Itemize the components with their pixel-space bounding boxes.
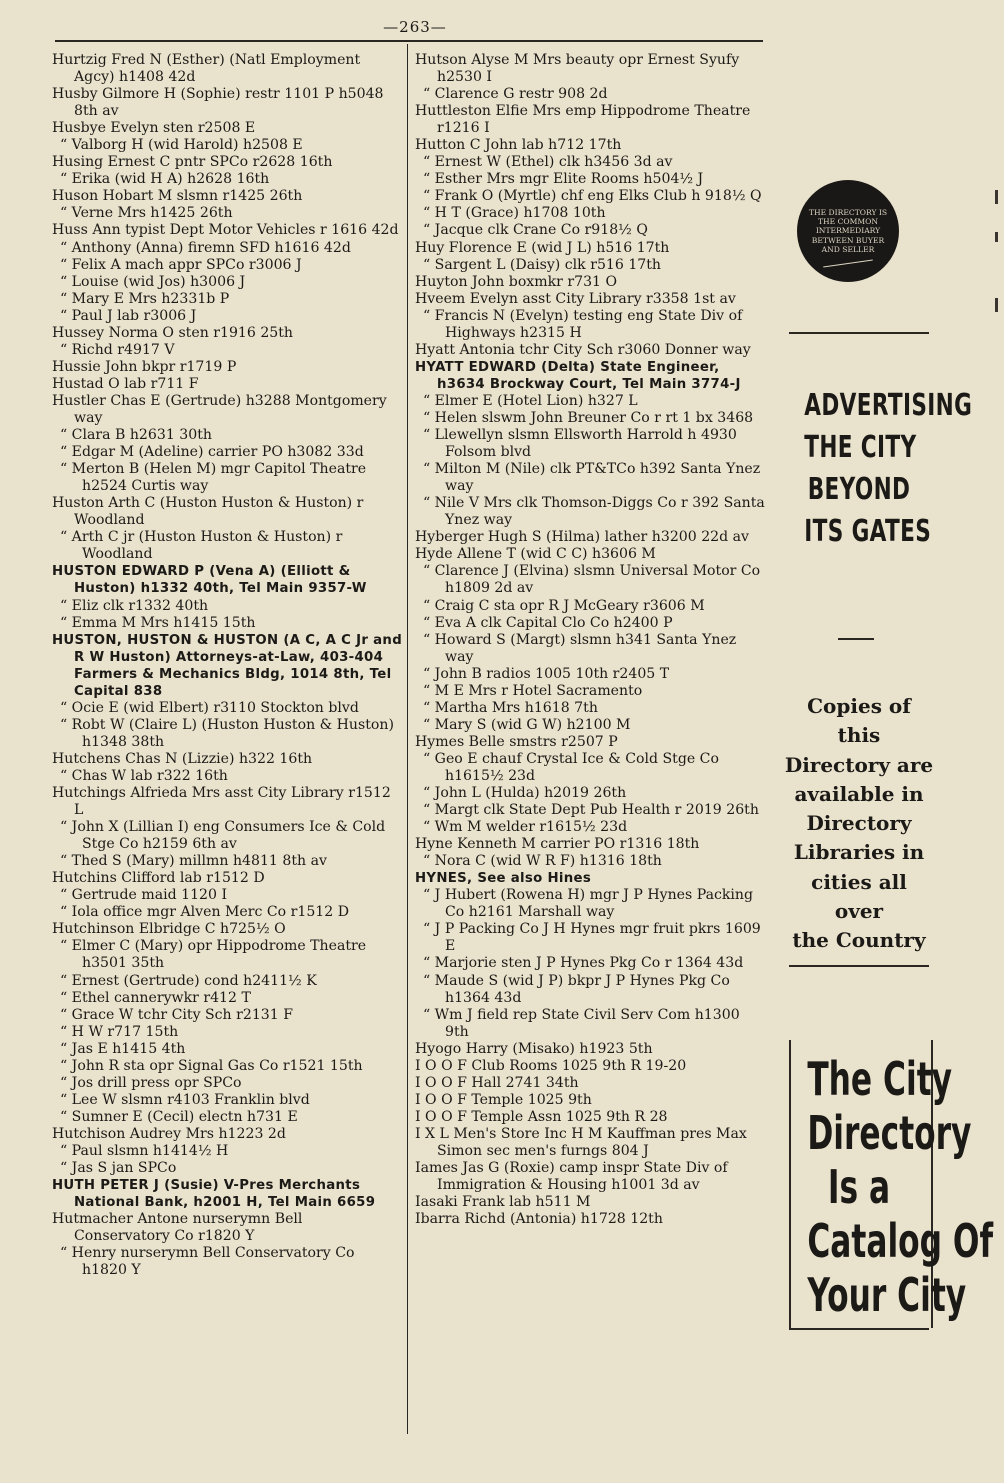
directory-entry: “ Chas W lab r322 16th bbox=[60, 767, 228, 784]
top-rule bbox=[55, 40, 763, 42]
catalog-ad bbox=[807, 1052, 994, 1322]
ad-line: this bbox=[837, 723, 881, 748]
advertising-ad bbox=[804, 385, 973, 553]
directory-entry: “ Nora C (wid W R F) h1316 18th bbox=[423, 853, 662, 870]
ad-line: Directory bbox=[806, 811, 912, 836]
directory-entry: “ Milton M (Nile) clk PT&TCo h392 Santa Ynez way bbox=[423, 461, 761, 495]
directory-entry: “ Jos drill press opr SPCo bbox=[60, 1074, 242, 1091]
ad-line: BEYOND bbox=[807, 472, 911, 507]
directory-entry: Hutchinson Elbridge C h725½ O bbox=[52, 921, 286, 938]
directory-entry: Hyberger Hugh S (Hilma) lather h3200 22d av bbox=[415, 529, 749, 546]
directory-entry: “ Clarence J (Elvina) slsmn Universal Motor Co h1809 2d av bbox=[423, 563, 761, 597]
ad-line: Libraries in bbox=[793, 840, 925, 865]
directory-entry: Hutchings Alfrieda Mrs asst City Library r1512 L bbox=[52, 785, 391, 819]
directory-entry: “ Mary S (wid G W) h2100 M bbox=[423, 716, 631, 733]
directory-entry: “ Henry nurserymn Bell Conservatory Co h1820 Y bbox=[60, 1245, 355, 1279]
sidebar-short-rule bbox=[838, 638, 874, 640]
left-column bbox=[52, 52, 402, 1279]
directory-entry: “ Gertrude maid 1120 I bbox=[60, 887, 228, 904]
ad-line: Is a bbox=[827, 1160, 891, 1214]
ad-line: available in bbox=[794, 781, 924, 806]
directory-entry: I O O F Temple 1025 9th bbox=[415, 1091, 592, 1108]
directory-entry: “ Sargent L (Daisy) clk r516 17th bbox=[423, 256, 661, 273]
directory-entry: “ Nile V Mrs clk Thomson-Diggs Co r 392 Santa Ynez way bbox=[423, 495, 765, 529]
directory-entry: “ John R sta opr Signal Gas Co r1521 15th bbox=[60, 1057, 363, 1074]
directory-entry: Hutchison Audrey Mrs h1223 2d bbox=[52, 1125, 286, 1142]
edge-mark bbox=[995, 190, 998, 204]
directory-entry: “ Ethel cannerywkr r412 T bbox=[60, 989, 251, 1006]
directory-entry: I O O F Temple Assn 1025 9th R 28 bbox=[415, 1108, 668, 1125]
directory-entry: “ Ocie E (wid Elbert) r3110 Stockton blvd bbox=[60, 699, 359, 716]
directory-entry: “ Arth C jr (Huston Huston & Huston) r Woodland bbox=[60, 529, 343, 563]
ad-line: cities all bbox=[811, 869, 907, 894]
directory-entry: “ Elmer E (Hotel Lion) h327 L bbox=[423, 392, 638, 409]
directory-entry: “ Margt clk State Dept Pub Health r 2019 26th bbox=[423, 802, 759, 819]
directory-seal bbox=[797, 180, 899, 282]
directory-entry: “ John B radios 1005 10th r2405 T bbox=[423, 665, 670, 682]
edge-mark bbox=[995, 232, 998, 242]
directory-entry: Hyne Kenneth M carrier PO r1316 18th bbox=[415, 836, 700, 853]
directory-entry: Iasaki Frank lab h511 M bbox=[415, 1194, 591, 1211]
directory-entry: Husbye Evelyn sten r2508 E bbox=[52, 120, 256, 137]
sidebar-rule bbox=[789, 1328, 929, 1330]
directory-entry: “ Iola office mgr Alven Merc Co r1512 D bbox=[60, 904, 350, 921]
directory-entry: “ Marjorie sten J P Hynes Pkg Co r 1364 43d bbox=[423, 955, 744, 972]
directory-entry: “ Craig C sta opr R J McGeary r3606 M bbox=[423, 597, 705, 614]
directory-entry: “ Anthony (Anna) firemn SFD h1616 42d bbox=[60, 239, 351, 256]
ad-line: over bbox=[834, 899, 884, 924]
directory-entry: I O O F Club Rooms 1025 9th R 19-20 bbox=[415, 1057, 687, 1074]
directory-entry: “ Sumner E (Cecil) electn h731 E bbox=[60, 1108, 298, 1125]
directory-entry: “ Francis N (Evelyn) testing eng State Div of Highways h2315 H bbox=[423, 307, 743, 341]
directory-entry: “ Eva A clk Capital Clo Co h2400 P bbox=[423, 614, 673, 631]
directory-entry: Hyde Allene T (wid C C) h3606 M bbox=[415, 546, 656, 563]
directory-entry: Husby Gilmore H (Sophie) restr 1101 P h5048 8th av bbox=[52, 86, 384, 120]
directory-entry: “ Wm M welder r1615½ 23d bbox=[423, 819, 628, 836]
seal-signature bbox=[823, 260, 873, 268]
right-column bbox=[415, 52, 765, 1228]
directory-entry: “ Richd r4917 V bbox=[60, 341, 175, 358]
directory-entry: “ Robt W (Claire L) (Huston Huston & Huston) h1348 38th bbox=[60, 716, 394, 750]
directory-entry: “ J P Packing Co J H Hynes mgr fruit pkrs 1609 E bbox=[423, 921, 761, 955]
directory-entry: “ Felix A mach appr SPCo r3006 J bbox=[60, 256, 302, 273]
ad-line: THE CITY bbox=[804, 430, 917, 465]
directory-entry: “ Elmer C (Mary) opr Hippodrome Theatre h3501 35th bbox=[60, 938, 367, 972]
directory-entry: Husing Ernest C pntr SPCo r2628 16th bbox=[52, 154, 333, 171]
directory-entry: Hussey Norma O sten r1916 25th bbox=[52, 324, 294, 341]
ad-line: ITS GATES bbox=[804, 514, 932, 549]
directory-entry: “ H T (Grace) h1708 10th bbox=[423, 205, 606, 222]
directory-entry: “ Helen slswm John Breuner Co r rt 1 bx 3468 bbox=[423, 409, 754, 426]
advertising-sidebar bbox=[783, 40, 994, 1435]
sidebar-rule bbox=[789, 965, 929, 967]
directory-entry: HUTH PETER J (Susie) V-Pres Merchants National Bank, h2001 H, Tel Main 6659 bbox=[52, 1178, 376, 1211]
directory-entry: Hutmacher Antone nurserymn Bell Conservatory Co r1820 Y bbox=[52, 1211, 303, 1245]
directory-entry: Hurtzig Fred N (Esther) (Natl Employment Agcy) h1408 42d bbox=[52, 52, 361, 86]
directory-entry: “ Esther Mrs mgr Elite Rooms h504½ J bbox=[423, 171, 704, 188]
sidebar-rule bbox=[789, 332, 929, 334]
directory-entry: “ Grace W tchr City Sch r2131 F bbox=[60, 1006, 293, 1023]
directory-entry: “ Edgar M (Adeline) carrier PO h3082 33d bbox=[60, 444, 364, 461]
directory-entry: I O O F Hall 2741 34th bbox=[415, 1074, 579, 1091]
directory-entry: “ Erika (wid H A) h2628 16th bbox=[60, 171, 270, 188]
edge-mark bbox=[995, 298, 998, 312]
directory-entry: HYATT EDWARD (Delta) State Engineer, h3634 Brockway Court, Tel Main 3774-J bbox=[415, 359, 741, 392]
ad-line: Copies of bbox=[807, 694, 911, 718]
directory-entry: Hutson Alyse M Mrs beauty opr Ernest Syufy h2530 I bbox=[415, 52, 740, 86]
directory-entry: “ Jacque clk Crane Co r918½ Q bbox=[423, 222, 648, 239]
directory-entry: Hutchens Chas N (Lizzie) h322 16th bbox=[52, 750, 313, 767]
directory-entry: HYNES, See also Hines bbox=[415, 871, 592, 887]
directory-entry: Hveem Evelyn asst City Library r3358 1st av bbox=[415, 290, 736, 307]
directory-entry: “ Martha Mrs h1618 7th bbox=[423, 699, 598, 716]
directory-entry: “ Maude S (wid J P) bkpr J P Hynes Pkg Co h1364 43d bbox=[423, 972, 730, 1006]
directory-entry: “ Ernest (Gertrude) cond h2411½ K bbox=[60, 972, 317, 989]
directory-entry: “ M E Mrs r Hotel Sacramento bbox=[423, 682, 643, 699]
directory-entry: “ Clara B h2631 30th bbox=[60, 427, 212, 444]
directory-entry: Huston Arth C (Huston Huston & Huston) r Woodland bbox=[52, 495, 364, 529]
ad-line: Directory bbox=[807, 1106, 972, 1160]
column-divider bbox=[407, 44, 408, 1434]
ad-line: The City bbox=[807, 1052, 953, 1106]
directory-entry: “ John X (Lillian I) eng Consumers Ice & Cold Stge Co h2159 6th av bbox=[60, 819, 386, 853]
seal-text: THE DIRECTORY IS THE COMMON INTERMEDIARY BETWEEN BUYER AND SELLER bbox=[808, 207, 888, 254]
directory-entry: “ Jas S jan SPCo bbox=[60, 1160, 177, 1177]
directory-entry: HUSTON, HUSTON & HUSTON (A C, A C Jr and R W Huston) Attorneys-at-Law, 403-404 Farmers & Mechanics Bldg, 1014 8th, Tel Capital 838 bbox=[52, 632, 403, 699]
directory-entry: “ Howard S (Margt) slsmn h341 Santa Ynez way bbox=[423, 631, 737, 665]
directory-entry: “ Louise (wid Jos) h3006 J bbox=[60, 273, 246, 290]
directory-entry: Hustad O lab r711 F bbox=[52, 375, 199, 392]
directory-entry: Huss Ann typist Dept Motor Vehicles r 1616 42d bbox=[52, 222, 399, 239]
directory-entry: Huson Hobart M slsmn r1425 26th bbox=[52, 188, 303, 205]
ad-line: ADVERTISING bbox=[804, 388, 973, 423]
directory-entry: Huy Florence E (wid J L) h516 17th bbox=[415, 239, 670, 256]
directory-entry: “ Llewellyn slsmn Ellsworth Harrold h 4930 Folsom blvd bbox=[423, 427, 737, 461]
directory-entry: “ H W r717 15th bbox=[60, 1023, 179, 1040]
ad-line: Directory are bbox=[784, 752, 934, 777]
directory-entry: Hustler Chas E (Gertrude) h3288 Montgomery way bbox=[52, 392, 387, 426]
page-number: —263— bbox=[383, 18, 447, 36]
directory-entry: Hussie John bkpr r1719 P bbox=[52, 358, 237, 375]
directory-entry: “ Geo E chauf Crystal Ice & Cold Stge Co h1615½ 23d bbox=[423, 750, 719, 784]
directory-entry: “ Paul slsmn h1414½ H bbox=[60, 1143, 229, 1159]
ad-line: the Country bbox=[792, 928, 926, 953]
directory-entry: “ J Hubert (Rowena H) mgr J P Hynes Packing Co h2161 Marshall way bbox=[423, 887, 754, 921]
directory-entry: “ Clarence G restr 908 2d bbox=[423, 86, 608, 103]
directory-entry: “ Valborg H (wid Harold) h2508 E bbox=[60, 137, 303, 154]
directory-entry: Ibarra Richd (Antonia) h1728 12th bbox=[415, 1211, 663, 1228]
directory-entry: Hyogo Harry (Misako) h1923 5th bbox=[415, 1040, 653, 1057]
directory-entry: “ Verne Mrs h1425 26th bbox=[60, 205, 233, 222]
directory-entry: Hutton C John lab h712 17th bbox=[415, 137, 622, 154]
directory-entry: “ Mary E Mrs h2331b P bbox=[60, 290, 230, 307]
directory-entry: Hyatt Antonia tchr City Sch r3060 Donner way bbox=[415, 341, 751, 358]
directory-entry: “ Lee W slsmn r4103 Franklin blvd bbox=[60, 1091, 310, 1108]
copies-ad bbox=[783, 692, 935, 956]
directory-entry: “ Ernest W (Ethel) clk h3456 3d av bbox=[423, 154, 673, 171]
directory-entry: “ Merton B (Helen M) mgr Capitol Theatre h2524 Curtis way bbox=[60, 461, 367, 495]
directory-entry: “ Wm J field rep State Civil Serv Com h1300 9th bbox=[423, 1006, 740, 1040]
directory-entry: Huyton John boxmkr r731 O bbox=[415, 273, 618, 290]
ad-line: Your City bbox=[807, 1268, 967, 1322]
directory-entry: “ Eliz clk r1332 40th bbox=[60, 597, 209, 614]
directory-entry: “ John L (Hulda) h2019 26th bbox=[423, 785, 627, 802]
directory-entry: “ Jas E h1415 4th bbox=[60, 1040, 186, 1057]
directory-entry: I X L Men's Store Inc H M Kauffman pres Max Simon sec men's furngs 804 J bbox=[415, 1125, 747, 1159]
directory-entry: Hymes Belle smstrs r2507 P bbox=[415, 733, 618, 750]
directory-entry: Iames Jas G (Roxie) camp inspr State Div of Immigration & Housing h1001 3d av bbox=[415, 1160, 728, 1194]
directory-entry: Huttleston Elfie Mrs emp Hippodrome Theatre r1216 I bbox=[415, 103, 751, 137]
directory-entry: “ Frank O (Myrtle) chf eng Elks Club h 918½ Q bbox=[423, 188, 762, 205]
directory-entry: HUSTON EDWARD P (Vena A) (Elliott & Huston) h1332 40th, Tel Main 9357-W bbox=[52, 564, 367, 597]
directory-entry: “ Emma M Mrs h1415 15th bbox=[60, 614, 256, 631]
ad-line: Catalog Of bbox=[807, 1214, 994, 1268]
directory-entry: “ Thed S (Mary) millmn h4811 8th av bbox=[60, 853, 327, 870]
directory-entry: “ Paul J lab r3006 J bbox=[60, 307, 197, 324]
directory-entry: Hutchins Clifford lab r1512 D bbox=[52, 870, 265, 887]
